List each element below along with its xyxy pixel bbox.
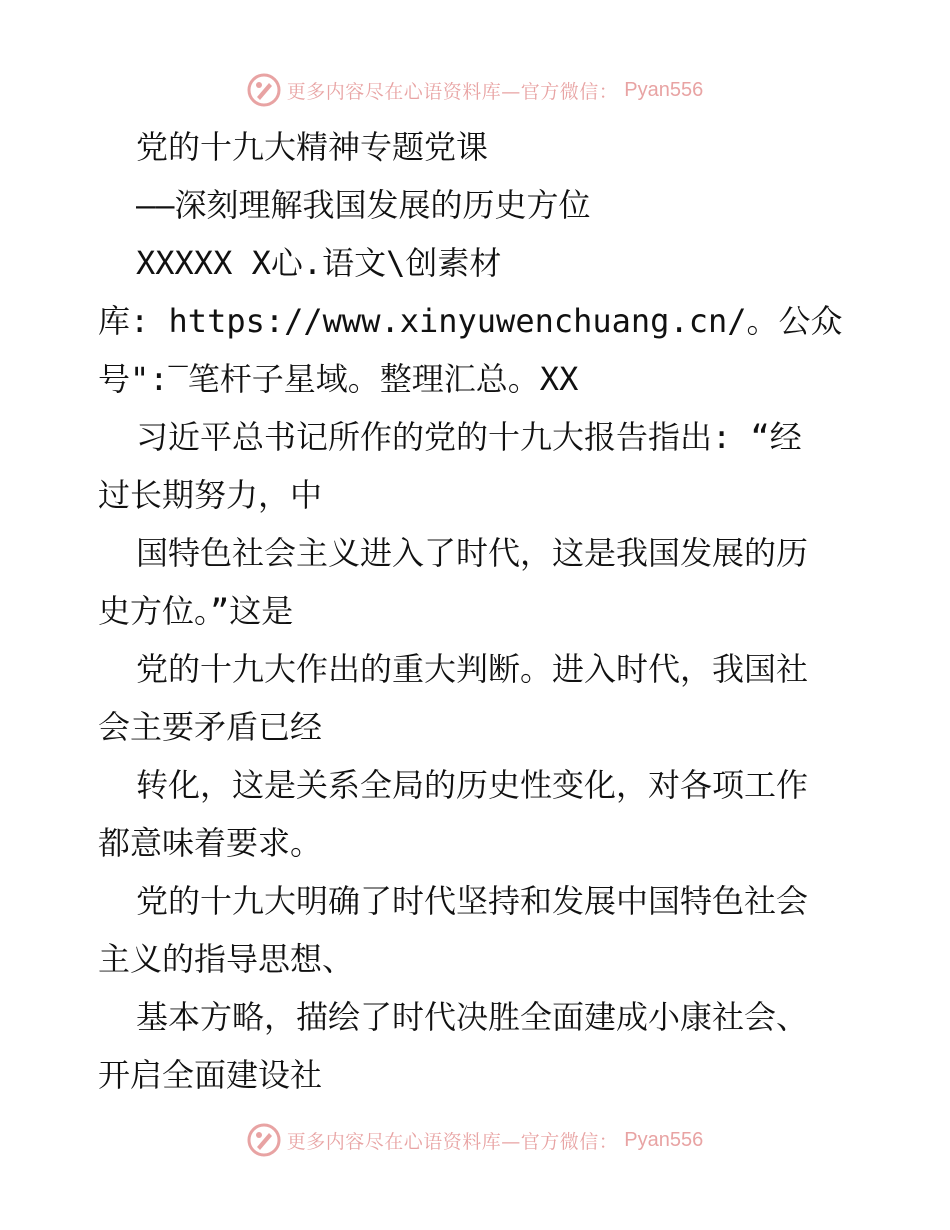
text-line: 史方位。”这是 — [98, 592, 294, 630]
header-banner-text: 更多内容尽在心语资料库—官方微信： — [286, 80, 619, 103]
footer-banner-text: 更多内容尽在心语资料库—官方微信： — [286, 1130, 619, 1153]
text-line: 过长期努力，中 — [98, 476, 323, 514]
text-line: 开启全面建设社 — [98, 1056, 323, 1094]
document-title: 党的十九大精神专题党课 — [136, 128, 489, 166]
text-line: 会主要矛盾已经 — [98, 708, 323, 746]
text-line: 国特色社会主义进入了时代，这是我国发展的历 — [136, 534, 809, 572]
text-line: 党的十九大明确了时代坚持和发展中国特色社会 — [136, 882, 809, 920]
text-line: XXXXX X心.语文\创素材 — [136, 244, 502, 282]
footer-banner — [0, 1118, 950, 1162]
brand-logo-icon — [247, 73, 281, 107]
text-line: 党的十九大作出的重大判断。进入时代，我国社 — [136, 650, 809, 688]
text-line: 主义的指导思想、 — [98, 940, 355, 978]
header-banner-id: Pyan556 — [624, 78, 704, 101]
text-line: 基本方略，描绘了时代决胜全面建成小康社会、 — [136, 998, 809, 1036]
footer-banner-id: Pyan556 — [624, 1128, 704, 1151]
header-banner — [0, 68, 950, 112]
text-line: 转化，这是关系全局的历史性变化，对各项工作 — [136, 766, 809, 804]
text-line: 都意味着要求。 — [98, 824, 323, 862]
brand-logo-icon — [247, 1123, 281, 1157]
text-line: 号":‾笔杆子星域。整理汇总。XX — [98, 360, 579, 398]
text-line: 库: https://www.xinyuwenchuang.cn/。公众 — [98, 302, 843, 340]
document-body — [98, 118, 858, 1104]
document-subtitle: ——深刻理解我国发展的历史方位 — [136, 186, 591, 224]
text-line: 习近平总书记所作的党的十九大报告指出: “经 — [136, 418, 802, 456]
